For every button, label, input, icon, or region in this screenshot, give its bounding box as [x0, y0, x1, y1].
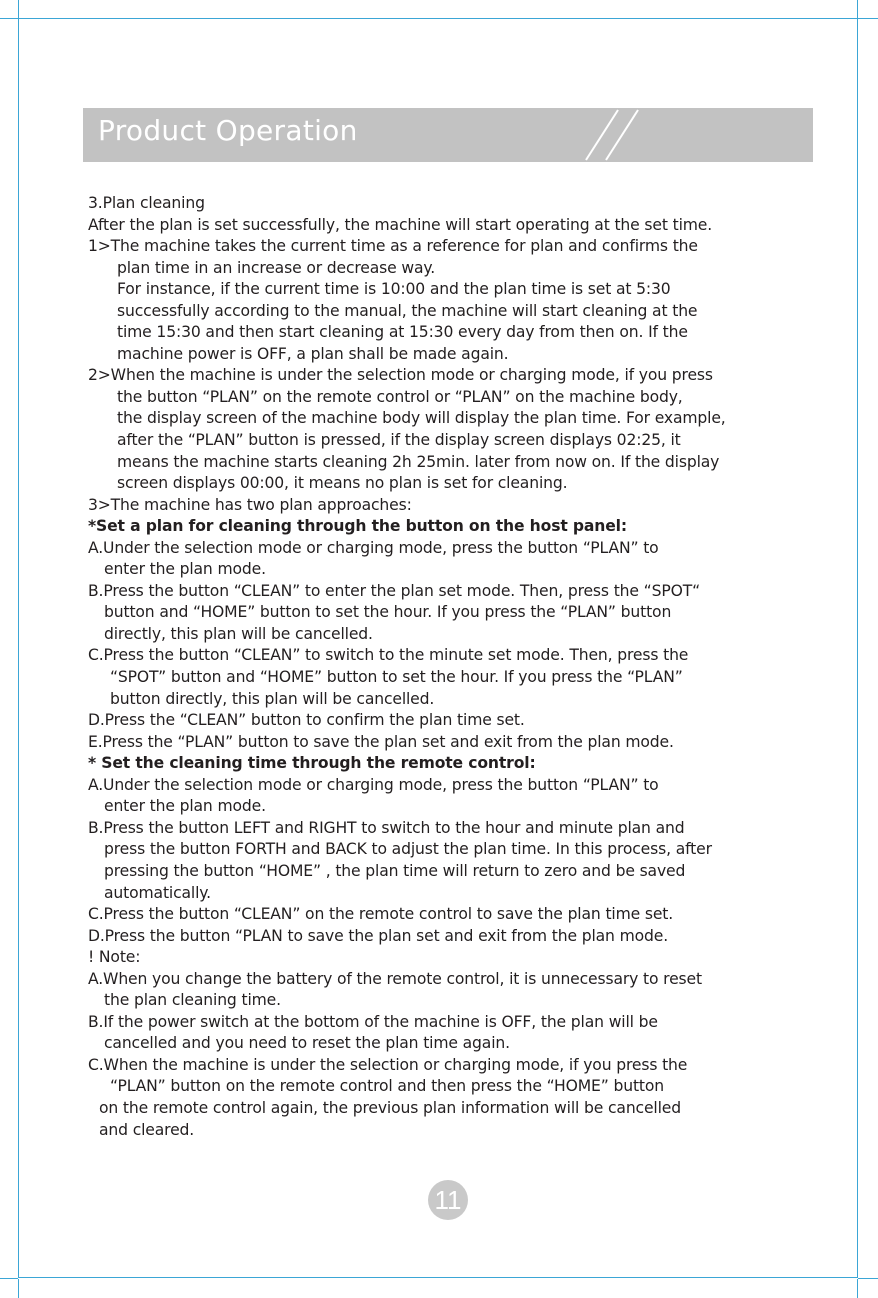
subsection-heading: *Set a plan for cleaning through the button on the host panel:	[88, 517, 627, 536]
text-line: the plan cleaning time.	[104, 991, 281, 1010]
text-line: button directly, this plan will be cancelled.	[110, 689, 435, 708]
note-heading: ! Note:	[88, 948, 141, 967]
text-line: time 15:30 and then start cleaning at 15:30 every day from then on. If the	[117, 323, 688, 342]
double-slash-decoration-icon	[578, 108, 658, 162]
text-line: For instance, if the current time is 10:00 and the plan time is set at 5:30	[117, 280, 671, 299]
plan-cleaning-instructions	[88, 193, 818, 1141]
crop-mark	[857, 0, 858, 18]
text-line: enter the plan mode.	[104, 797, 266, 816]
text-line: means the machine starts cleaning 2h 25min. later from now on. If the display	[117, 452, 720, 471]
text-line: 1>The machine takes the current time as a reference for plan and confirms the	[88, 237, 698, 256]
text-line: C.Press the button “CLEAN” to switch to the minute set mode. Then, press the	[88, 646, 689, 665]
crop-mark	[858, 18, 878, 19]
text-line: 3>The machine has two plan approaches:	[88, 495, 412, 514]
text-line: after the “PLAN” button is pressed, if the display screen displays 02:25, it	[117, 431, 681, 450]
text-line: C.Press the button “CLEAN” on the remote control to save the plan time set.	[88, 905, 674, 924]
text-line: press the button FORTH and BACK to adjust the plan time. In this process, after	[104, 840, 712, 859]
text-line: machine power is OFF, a plan shall be made again.	[117, 344, 509, 363]
text-line: enter the plan mode.	[104, 560, 266, 579]
crop-mark	[18, 1279, 19, 1298]
text-line: C.When the machine is under the selection or charging mode, if you press the	[88, 1055, 688, 1074]
text-line: B.If the power switch at the bottom of the machine is OFF, the plan will be	[88, 1012, 658, 1031]
section-heading: 3.Plan cleaning	[88, 194, 205, 212]
text-line: D.Press the button “PLAN to save the plan set and exit from the plan mode.	[88, 926, 669, 945]
crop-mark	[0, 1278, 18, 1279]
text-line: B.Press the button “CLEAN” to enter the plan set mode. Then, press the “SPOT“	[88, 581, 700, 600]
text-line: button and “HOME” button to set the hour. If you press the “PLAN” button	[104, 603, 672, 622]
text-line: A.Under the selection mode or charging mode, press the button “PLAN” to	[88, 775, 659, 794]
crop-mark	[0, 18, 18, 19]
text-line: “SPOT” button and “HOME” button to set the hour. If you press the “PLAN”	[110, 668, 683, 687]
text-line: and cleared.	[99, 1120, 195, 1139]
text-line: “PLAN” button on the remote control and then press the “HOME” button	[110, 1077, 665, 1096]
text-line: successfully according to the manual, the machine will start cleaning at the	[117, 301, 698, 320]
text-line: the button “PLAN” on the remote control or “PLAN” on the machine body,	[117, 387, 683, 406]
text-line: plan time in an increase or decrease way.	[117, 258, 436, 277]
text-line: B.Press the button LEFT and RIGHT to switch to the hour and minute plan and	[88, 818, 685, 837]
text-line: 2>When the machine is under the selection mode or charging mode, if you press	[88, 366, 713, 385]
text-line: A.When you change the battery of the remote control, it is unnecessary to reset	[88, 969, 702, 988]
text-line: D.Press the “CLEAN” button to confirm the plan time set.	[88, 711, 525, 730]
text-line: screen displays 00:00, it means no plan is set for cleaning.	[117, 474, 568, 493]
page-number-badge: 11	[428, 1180, 468, 1220]
text-line: pressing the button “HOME” , the plan time will return to zero and be saved	[104, 861, 686, 880]
crop-mark	[858, 1278, 878, 1279]
crop-mark	[18, 0, 19, 18]
text-line: on the remote control again, the previous plan information will be cancelled	[99, 1098, 681, 1117]
crop-mark	[857, 1279, 858, 1298]
text-line: directly, this plan will be cancelled.	[104, 624, 373, 643]
text-line: automatically.	[104, 883, 211, 902]
text-line: A.Under the selection mode or charging mode, press the button “PLAN” to	[88, 538, 659, 557]
section-title: Product Operation	[98, 114, 358, 147]
text-line: cancelled and you need to reset the plan time again.	[104, 1034, 510, 1053]
subsection-heading: * Set the cleaning time through the remote control:	[88, 754, 536, 773]
text-line: E.Press the “PLAN” button to save the plan set and exit from the plan mode.	[88, 732, 674, 751]
text-line: the display screen of the machine body will display the plan time. For example,	[117, 409, 726, 428]
text-line: After the plan is set successfully, the machine will start operating at the set time.	[88, 215, 713, 234]
